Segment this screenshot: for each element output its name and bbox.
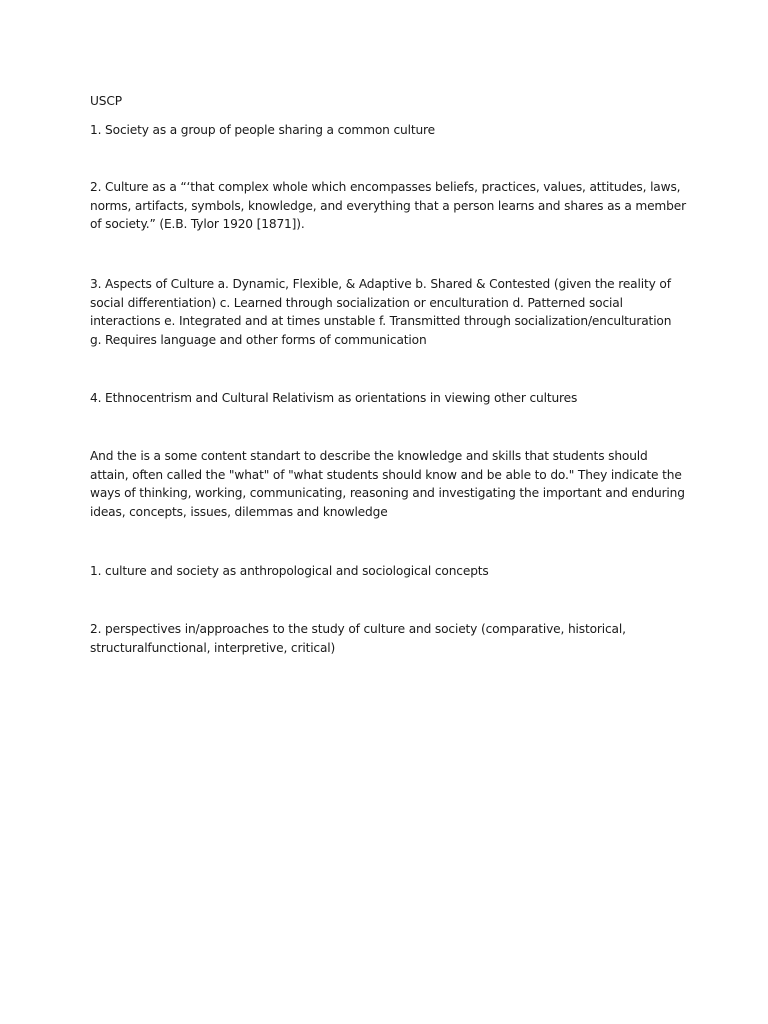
- paragraph-anthropological-concepts: 1. culture and society as anthropological and sociological concepts: [90, 564, 489, 578]
- paragraph-society: 1. Society as a group of people sharing a common culture: [90, 123, 435, 137]
- paragraph-content-standard: And the is a some content standart to describe the knowledge and skills that students should attain, often called the "what" of "what students should know and be able to do." They indicate the ways of thinking, working, communicating, reasoning and investigating the important and enduring ideas, concepts, issues, dilemmas and knowledge: [90, 449, 685, 519]
- paragraph-aspects-of-culture: 3. Aspects of Culture a. Dynamic, Flexible, & Adaptive b. Shared & Contested (given the reality of social differentiation) c. Learned through socialization or enculturation d. Patterned social interactions e. Integrated and at times unstable f. Transmitted through socialization/enculturation g. Requires language and other forms of communication: [90, 277, 672, 347]
- paragraph-perspectives: 2. perspectives in/approaches to the study of culture and society (comparative, historical, structuralfunctional, interpretive, critical): [90, 622, 626, 655]
- paragraph-ethnocentrism: 4. Ethnocentrism and Cultural Relativism as orientations in viewing other cultures: [90, 391, 578, 405]
- paragraph-culture-definition: 2. Culture as a “‘that complex whole which encompasses beliefs, practices, values, attitudes, laws, norms, artifacts, symbols, knowledge, and everything that a person learns and shares as a member of society.” (E.B. Tylor 1920 [1871]).: [90, 180, 686, 232]
- document-title: USCP: [90, 94, 122, 108]
